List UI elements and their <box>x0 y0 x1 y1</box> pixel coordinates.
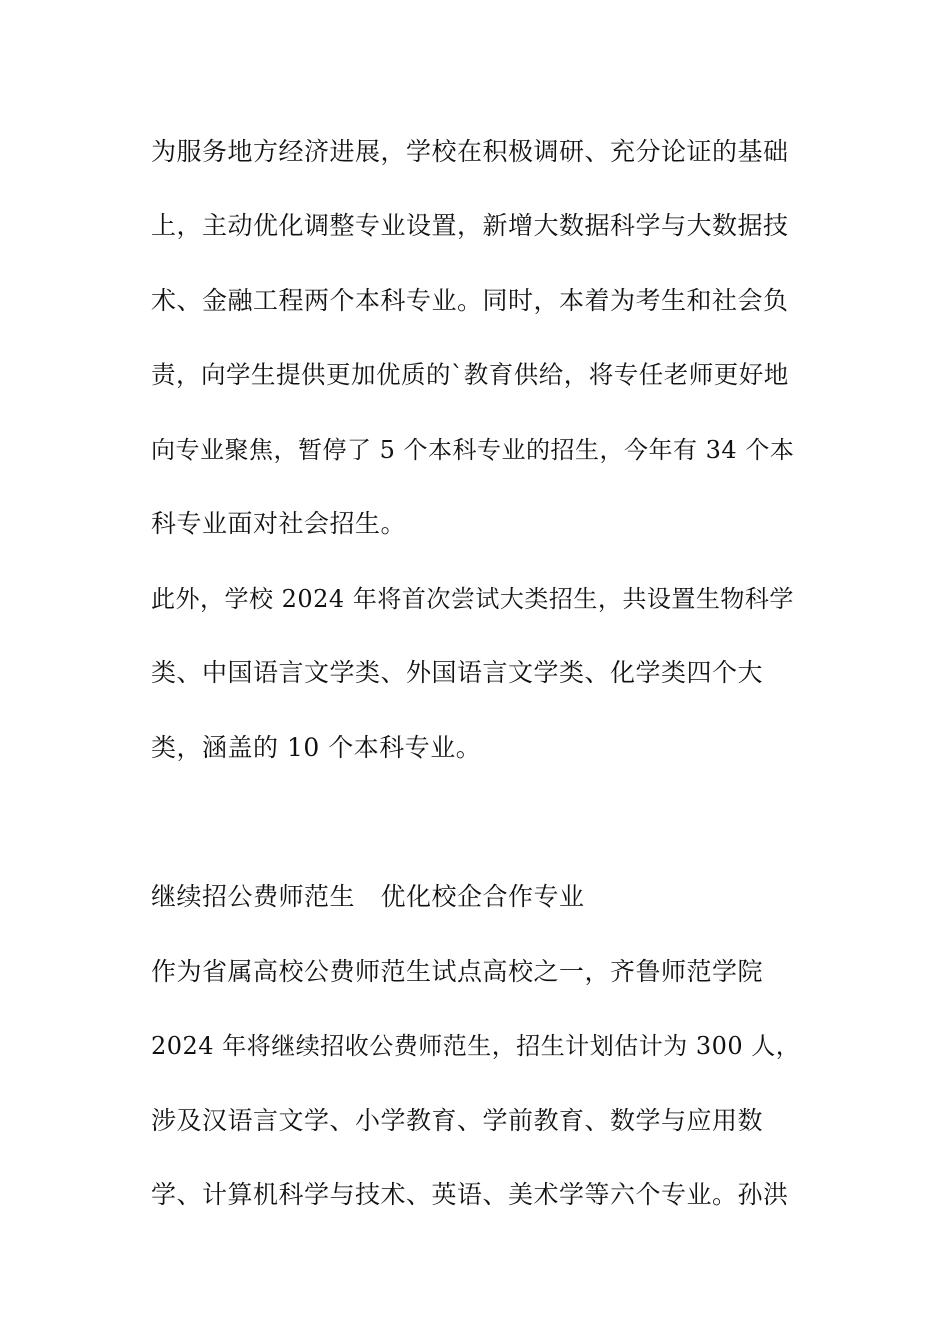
section-heading: 继续招公费师范生 优化校企合作专业 <box>151 882 585 911</box>
paragraph-2-line-1: 此外，学校 2024 年将首次尝试大类招生，共设置生物科学 <box>151 585 794 613</box>
paragraph-1-line-2: 上，主动优化调整专业设置，新增大数据科学与大数据技 <box>151 211 789 240</box>
paragraph-1-line-4: 责，向学生提供更加优质的`教育供给，将专任老师更好地 <box>151 360 789 389</box>
paragraph-2-line-3: 类，涵盖的 10 个本科专业。 <box>151 733 482 762</box>
paragraph-1-line-6: 科专业面对社会招生。 <box>151 509 407 538</box>
paragraph-2-line-2: 类、中国语言文学类、外国语言文学类、化学类四个大 <box>151 658 764 687</box>
paragraph-3-line-3: 涉及汉语言文学、小学教育、学前教育、数学与应用数 <box>151 1106 764 1135</box>
paragraph-1-line-1: 为服务地方经济进展，学校在积极调研、充分论证的基础 <box>151 137 789 166</box>
paragraph-3-line-4: 学、计算机科学与技术、英语、美术学等六个专业。孙洪 <box>151 1180 789 1209</box>
paragraph-3-line-2: 2024 年将继续招收公费师范生，招生计划估计为 300 人， <box>151 1032 801 1060</box>
paragraph-1-line-3: 术、金融工程两个本科专业。同时，本着为考生和社会负 <box>151 286 789 315</box>
paragraph-3-line-1: 作为省属高校公费师范生试点高校之一，齐鲁师范学院 <box>151 957 764 986</box>
paragraph-1-line-5: 向专业聚焦，暂停了 5 个本科专业的招生，今年有 34 个本 <box>151 436 795 464</box>
